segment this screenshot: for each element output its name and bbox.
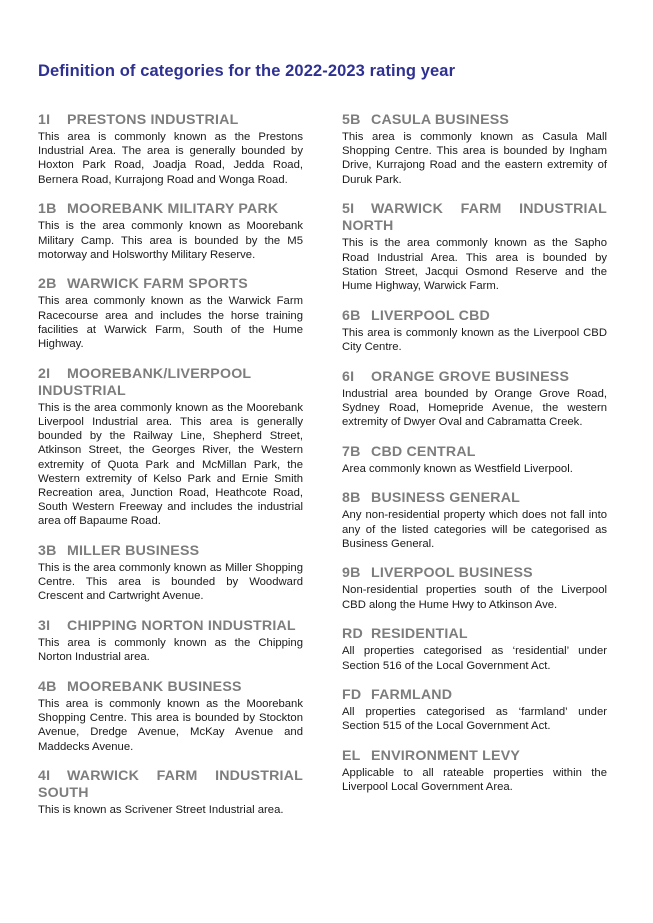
category-heading <box>342 490 607 507</box>
category-code: 3I <box>38 618 51 635</box>
category-code: RD <box>342 626 363 643</box>
category-description: This area is commonly known as the Moorebank Shopping Centre. This area is bounded by Stockton Avenue, Dredge Avenue, McKay Avenue and Maddecks Avenue. <box>38 698 303 753</box>
category-1i <box>38 112 303 187</box>
category-rd <box>342 626 607 672</box>
category-code: 6I <box>342 368 355 385</box>
category-heading <box>342 201 607 235</box>
category-heading <box>342 444 607 461</box>
category-description: This is the area commonly known as the Sapho Road Industrial Area. This area is bounded by Station Street, Jacqui Osmond Reserve and the Hume Highway, Warwick Farm. <box>342 237 607 292</box>
category-description: This area is commonly known as Casula Mall Shopping Centre. This area is bounded by Ingham Drive, Kurrajong Road and the eastern extremity of Duruk Park. <box>342 131 607 186</box>
category-3i <box>38 618 303 664</box>
category-8b <box>342 490 607 551</box>
category-code: 5I <box>342 201 355 218</box>
category-heading <box>342 687 607 704</box>
category-heading <box>342 369 607 386</box>
category-description: This is the area commonly known as the Moorebank Liverpool Industrial area. This area is generally bounded by the Railway Line, Shepherd Street, Atkinson Street, the Georges River, the Western extremity of Quota Park and McMillan Park, the Western extremity of Kelso Park and Ernie Smith Recreation area, Junction Road, Heathcote Road, South Western Freeway and includes the industrial area off Bapaume Road. <box>38 401 303 528</box>
category-description: Industrial area bounded by Orange Grove Road, Sydney Road, Homepride Avenue, the western extremity of Dwyer Oval and Cabramatta Creek. <box>342 387 607 428</box>
category-code: 4I <box>38 768 51 785</box>
category-2i <box>38 366 303 529</box>
category-heading <box>38 201 303 218</box>
category-4i <box>38 768 303 817</box>
category-code: 2B <box>38 276 57 293</box>
page-title: Definition of categories for the 2022-2023 rating year <box>38 62 456 80</box>
category-el <box>342 748 607 794</box>
category-7b <box>342 444 607 476</box>
category-description: This area is commonly known as the Prestons Industrial Area. The area is generally bounded by Hoxton Park Road, Joadja Road, Jedda Road, Bernera Road, Kurrajong Road and Wonga Road. <box>38 131 303 186</box>
category-3b <box>38 543 303 604</box>
category-code: 9B <box>342 565 361 582</box>
category-2b <box>38 276 303 351</box>
category-code: 2I <box>38 365 51 382</box>
right-column <box>342 112 607 809</box>
category-code: 4B <box>38 679 57 696</box>
category-name: RESIDENTIAL <box>371 626 468 643</box>
category-name: WARWICK FARM INDUSTRIAL NORTH <box>342 201 607 235</box>
category-6b <box>342 308 607 354</box>
category-name: FARMLAND <box>371 687 453 704</box>
category-5i <box>342 201 607 293</box>
category-description: Applicable to all rateable properties within the Liverpool Local Government Area. <box>342 767 607 794</box>
category-description: This area commonly known as the Warwick Farm Racecourse area and includes the horse training facilities at Warwick Farm, South of the Hume Highway. <box>38 295 303 351</box>
category-code: 7B <box>342 443 361 460</box>
category-description: Any non-residential property which does not fall into any of the listed categories will be categorised as Business General. <box>342 509 607 550</box>
category-description: This is known as Scrivener Street Industrial area. <box>38 804 284 817</box>
category-code: 1I <box>38 112 51 128</box>
category-name: WARWICK FARM SPORTS <box>67 276 248 293</box>
category-name: PRESTONS INDUSTRIAL <box>67 112 239 128</box>
category-code: 8B <box>342 490 361 507</box>
category-4b <box>38 679 303 754</box>
category-description: Non-residential properties south of the Liverpool CBD along the Hume Hwy to Atkinson Ave. <box>342 584 607 611</box>
category-name: MOOREBANK MILITARY PARK <box>67 201 279 218</box>
category-heading <box>342 565 607 582</box>
category-name: ENVIRONMENT LEVY <box>371 748 521 765</box>
category-1b <box>38 201 303 262</box>
category-fd <box>342 687 607 733</box>
category-heading <box>38 366 303 400</box>
category-heading <box>38 618 303 635</box>
category-name: CHIPPING NORTON INDUSTRIAL <box>67 618 296 635</box>
category-description: Area commonly known as Westfield Liverpool. <box>342 462 573 475</box>
category-heading <box>38 543 303 560</box>
category-code: 1B <box>38 201 57 218</box>
category-description: This area is commonly known as the Chipping Norton Industrial area. <box>38 637 303 664</box>
category-name: CASULA BUSINESS <box>371 112 510 128</box>
category-heading <box>38 679 303 696</box>
category-code: EL <box>342 748 361 765</box>
category-heading <box>342 748 607 765</box>
category-heading <box>342 626 607 643</box>
category-name: MOOREBANK BUSINESS <box>67 679 242 696</box>
category-name: CBD CENTRAL <box>371 443 476 460</box>
category-code: FD <box>342 687 362 704</box>
category-description: All properties categorised as ‘residential’ under Section 516 of the Local Government Act. <box>342 645 607 672</box>
category-name: WARWICK FARM INDUSTRIAL SOUTH <box>38 768 303 802</box>
category-heading <box>342 112 607 129</box>
category-description: This area is commonly known as the Liverpool CBD City Centre. <box>342 326 607 353</box>
category-code: 3B <box>38 543 57 560</box>
category-code: 5B <box>342 112 361 128</box>
category-name: MOOREBANK/LIVERPOOL INDUSTRIAL <box>38 365 252 399</box>
category-heading <box>38 276 303 293</box>
category-description: This is the area commonly known as Miller Shopping Centre. This area is bounded by Woodward Crescent and Cartwright Avenue. <box>38 562 303 603</box>
category-9b <box>342 565 607 611</box>
category-name: BUSINESS GENERAL <box>371 490 521 507</box>
category-heading <box>342 308 607 325</box>
category-name: ORANGE GROVE BUSINESS <box>371 368 570 385</box>
category-code: 6B <box>342 307 361 324</box>
category-name: LIVERPOOL CBD <box>371 307 491 324</box>
category-description: All properties categorised as ‘farmland’ under Section 515 of the Local Government Act. <box>342 706 607 733</box>
category-heading <box>38 112 303 129</box>
left-column <box>38 112 303 832</box>
category-5b <box>342 112 607 187</box>
category-description: This is the area commonly known as Moorebank Military Camp. This area is bounded by the M5 motorway and Holsworthy Military Reserve. <box>38 220 303 261</box>
category-name: LIVERPOOL BUSINESS <box>371 565 533 582</box>
category-6i <box>342 369 607 430</box>
category-name: MILLER BUSINESS <box>67 543 200 560</box>
category-heading <box>38 768 303 802</box>
